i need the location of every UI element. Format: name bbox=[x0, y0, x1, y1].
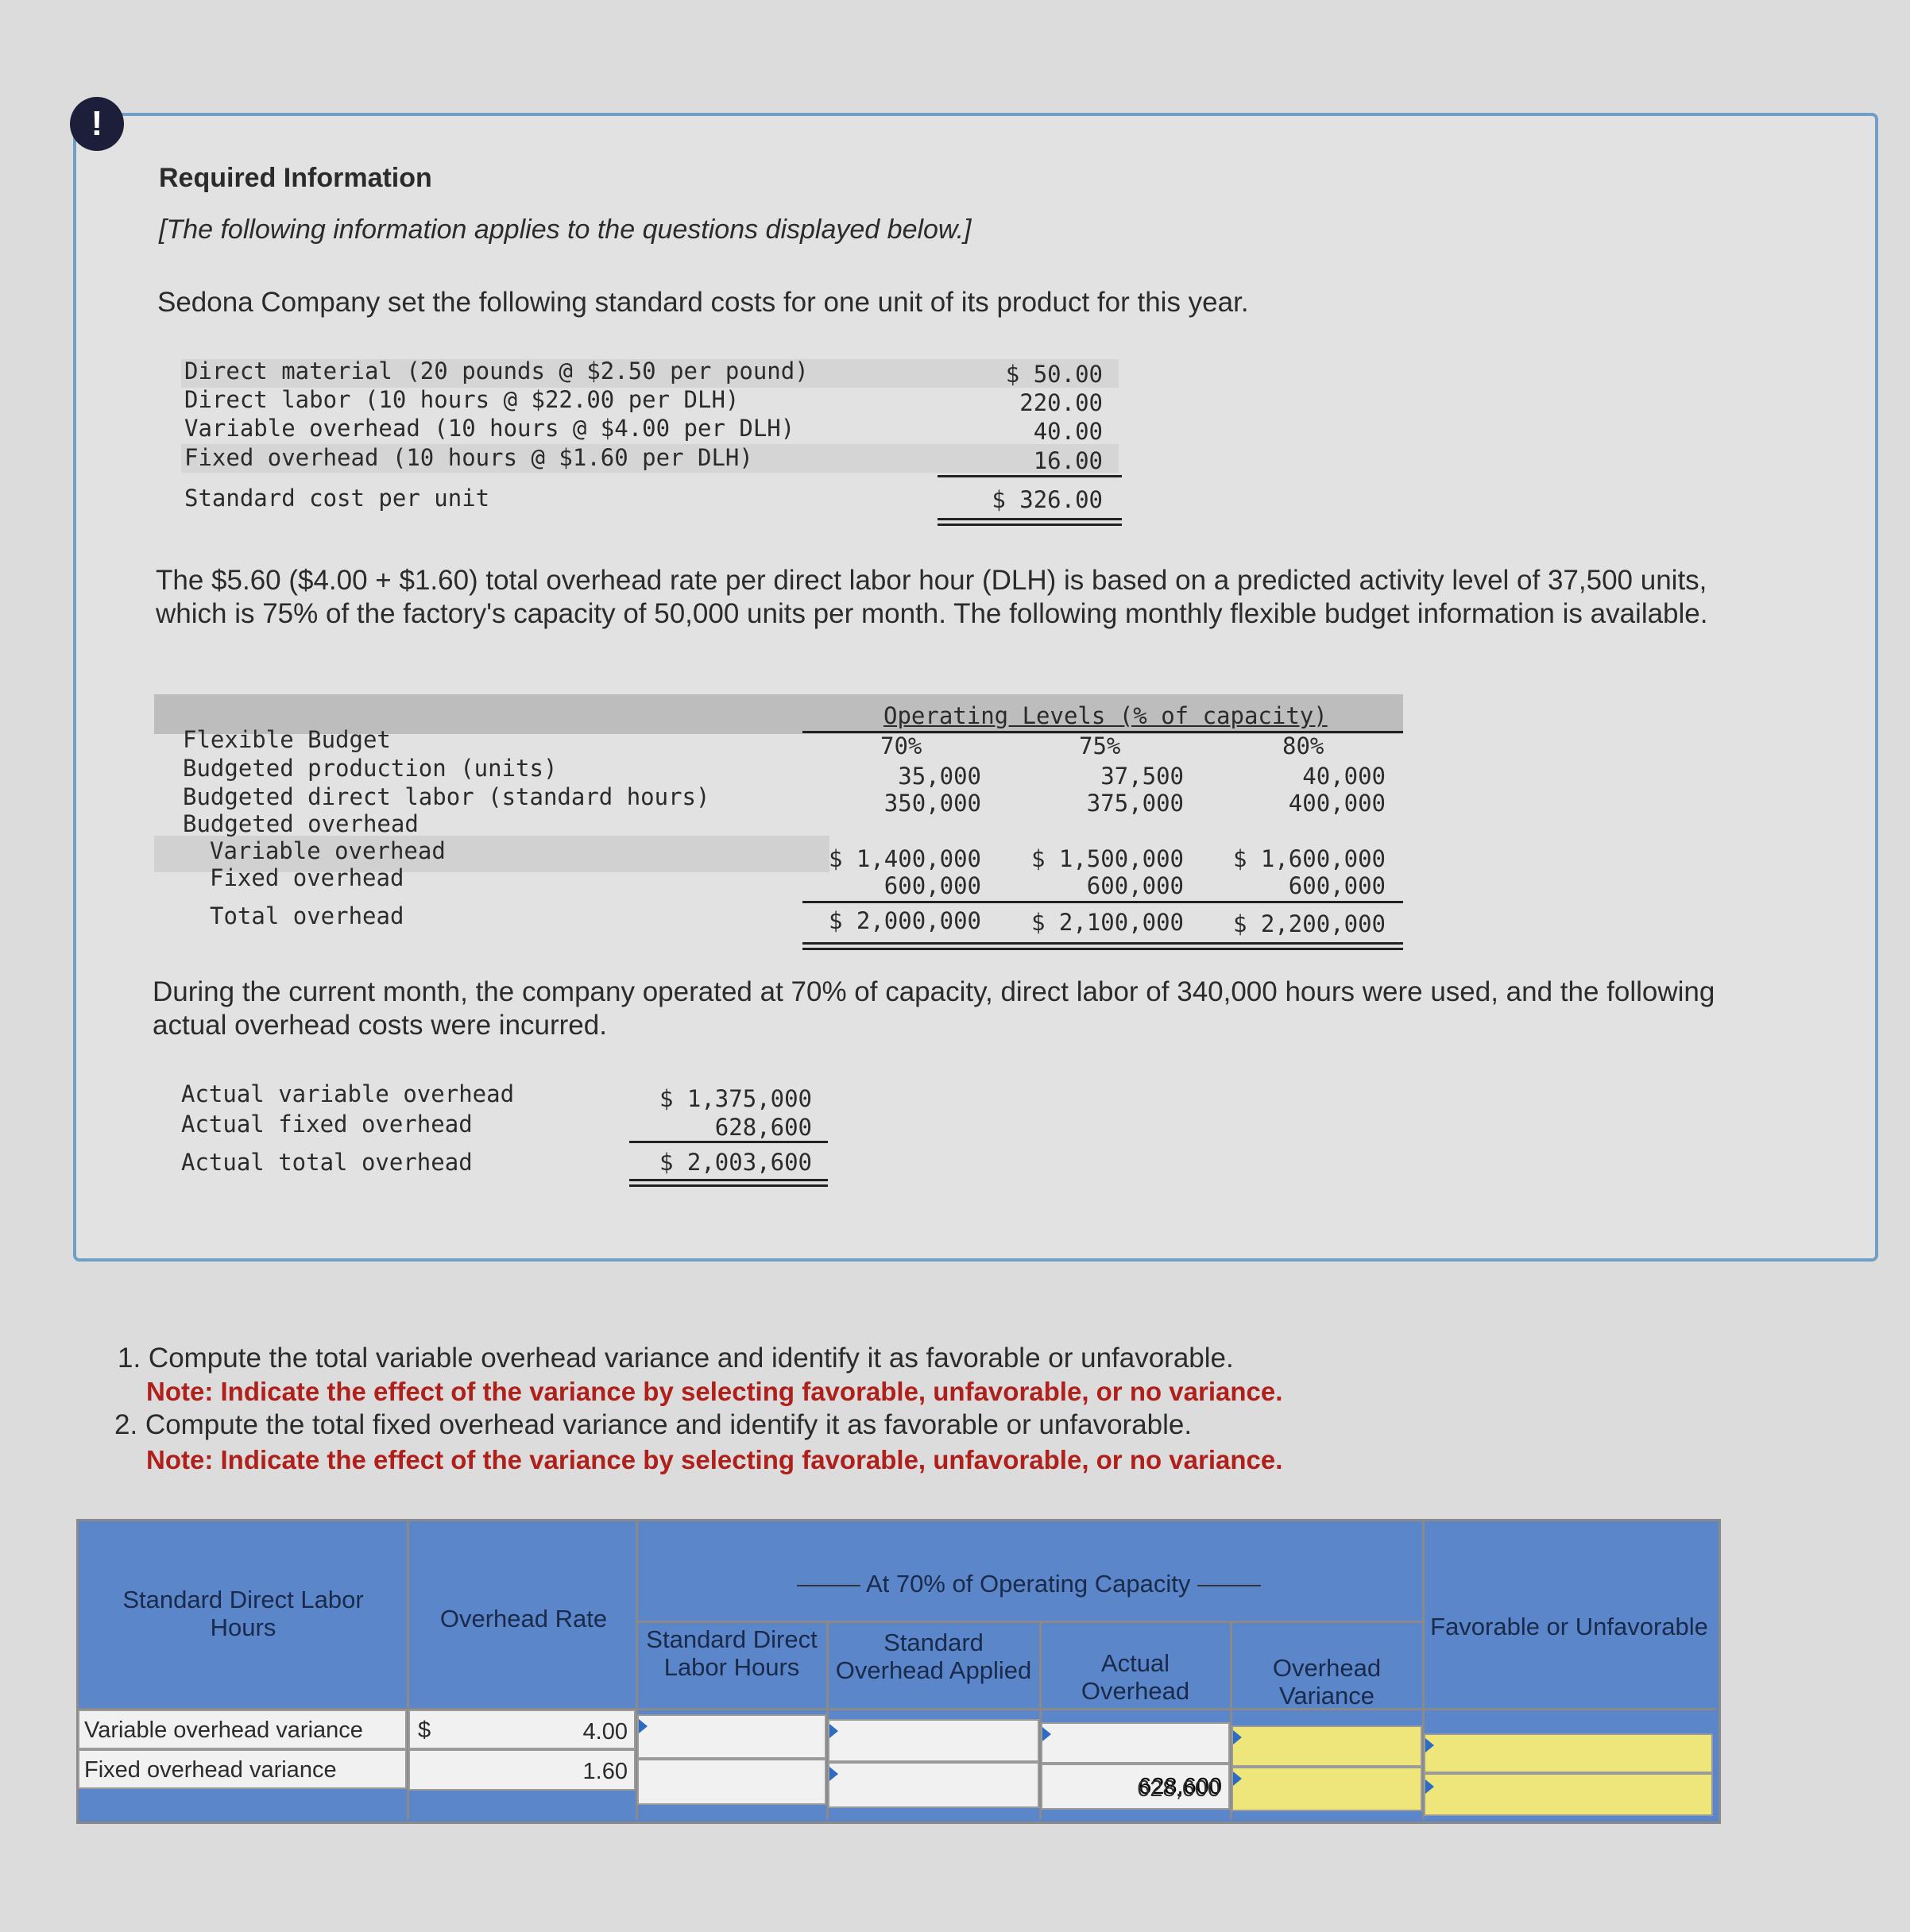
cost-row-label: Fixed overhead (10 hours @ $1.60 per DLH) bbox=[184, 444, 753, 471]
cost-row-label: Direct material (20 pounds @ $2.50 per pound) bbox=[184, 357, 809, 384]
flex-value: 600,000 bbox=[1288, 872, 1386, 899]
arrow-icon bbox=[1425, 1738, 1434, 1752]
arrow-icon bbox=[1233, 1772, 1242, 1786]
standard-dlh-input[interactable] bbox=[637, 1759, 826, 1805]
overhead-variance-input[interactable] bbox=[1231, 1767, 1422, 1811]
actual-row-label: Actual fixed overhead bbox=[181, 1111, 473, 1138]
level-75-header: 75% bbox=[1079, 732, 1121, 759]
intro-paragraph: Sedona Company set the following standard costs for one unit of its product for this year. bbox=[157, 287, 1249, 318]
overhead-rate-cell: 1.60 bbox=[408, 1749, 636, 1791]
flex-row-label: Variable overhead bbox=[210, 837, 446, 864]
alert-icon: ! bbox=[70, 97, 124, 151]
actual-overhead-input[interactable] bbox=[1041, 1722, 1230, 1764]
flex-row-label: Fixed overhead bbox=[210, 864, 404, 891]
actual-overhead-input[interactable] bbox=[1041, 1764, 1230, 1810]
flex-value: 40,000 bbox=[1302, 763, 1386, 790]
standard-overhead-applied-input[interactable] bbox=[828, 1719, 1039, 1762]
actual-total-value: $ 2,003,600 bbox=[659, 1149, 812, 1176]
cost-row-value: $ 50.00 bbox=[1005, 361, 1103, 388]
col-standard-dlh-header: Standard Direct Labor Hours bbox=[122, 1586, 364, 1641]
flex-row-label: Budgeted production (units) bbox=[183, 755, 558, 782]
flex-value: 37,500 bbox=[1100, 763, 1184, 790]
question-2: 2. Compute the total fixed overhead variance and identify it as favorable or unfavorable. bbox=[114, 1409, 1193, 1440]
level-70-header: 70% bbox=[880, 732, 922, 759]
row-label: Variable overhead variance bbox=[78, 1710, 407, 1749]
flex-total-value: $ 2,000,000 bbox=[828, 907, 981, 934]
overhead-variance-input[interactable] bbox=[1231, 1725, 1422, 1767]
flex-value: 350,000 bbox=[883, 790, 981, 817]
arrow-icon bbox=[829, 1767, 838, 1781]
cost-total-value: $ 326.00 bbox=[992, 486, 1103, 513]
actual-overhead-value: 628,600 bbox=[1137, 1776, 1220, 1802]
arrow-icon bbox=[1233, 1730, 1242, 1745]
question-1: 1. Compute the total variable overhead variance and identify it as favorable or unfavorable. bbox=[118, 1343, 1234, 1374]
actual-row-value: 628,600 bbox=[714, 1114, 812, 1141]
info-heading: Required Information bbox=[159, 163, 432, 193]
group-header-70-capacity: At 70% of Operating Capacity bbox=[636, 1570, 1422, 1598]
operating-levels-header: Operating Levels (% of capacity) bbox=[883, 702, 1328, 729]
arrow-icon bbox=[639, 1719, 648, 1733]
sub-standard-applied-header: Standard Overhead Applied bbox=[835, 1629, 1032, 1684]
question-1-note: Note: Indicate the effect of the variance by selecting favorable, unfavorable, or no variance. bbox=[146, 1377, 1283, 1406]
flex-total-value: $ 2,100,000 bbox=[1030, 909, 1184, 936]
flex-value: 35,000 bbox=[898, 763, 981, 790]
cost-row-value: 40.00 bbox=[1033, 418, 1103, 445]
flex-row-label: Budgeted overhead bbox=[183, 810, 419, 837]
sub-standard-dlh-header: Standard Direct Labor Hours bbox=[646, 1625, 818, 1681]
row-label: Fixed overhead variance bbox=[78, 1749, 407, 1789]
flex-total-label: Total overhead bbox=[210, 902, 404, 929]
overhead-rate-cell: $ 4.00 bbox=[408, 1710, 636, 1749]
cost-total-label: Standard cost per unit bbox=[184, 485, 490, 512]
flex-value: 600,000 bbox=[1086, 872, 1184, 899]
sub-overhead-variance-header: Overhead Variance bbox=[1272, 1654, 1382, 1710]
standard-dlh-input[interactable] bbox=[637, 1714, 826, 1759]
cost-row-value: 220.00 bbox=[1019, 389, 1103, 416]
cost-row-value: 16.00 bbox=[1033, 447, 1103, 474]
actual-row-label: Actual variable overhead bbox=[181, 1080, 515, 1107]
flex-value: $ 1,400,000 bbox=[828, 845, 981, 872]
actual-paragraph: During the current month, the company operated at 70% of capacity, direct labor of 340,000 hours were used, and the following actual overhead costs were incurred. bbox=[153, 976, 1715, 1041]
actual-row-value: $ 1,375,000 bbox=[659, 1085, 812, 1112]
standard-overhead-applied-input[interactable] bbox=[828, 1762, 1039, 1808]
actual-total-label: Actual total overhead bbox=[181, 1149, 473, 1176]
flex-row-label: Flexible Budget bbox=[183, 726, 391, 753]
favorable-unfavorable-select[interactable] bbox=[1424, 1773, 1713, 1816]
info-italic-note: [The following information applies to the questions displayed below.] bbox=[159, 214, 972, 245]
flex-value: $ 1,500,000 bbox=[1030, 845, 1184, 872]
flex-value: $ 1,600,000 bbox=[1232, 845, 1386, 872]
favorable-unfavorable-select[interactable] bbox=[1424, 1733, 1713, 1773]
col-favorable-header: Favorable or Unfavorable bbox=[1430, 1613, 1708, 1640]
flex-value: 375,000 bbox=[1086, 790, 1184, 817]
flex-value: 400,000 bbox=[1288, 790, 1386, 817]
cost-row-label: Variable overhead (10 hours @ $4.00 per DLH) bbox=[184, 415, 795, 442]
col-overhead-rate-header: Overhead Rate bbox=[439, 1605, 608, 1633]
question-2-note: Note: Indicate the effect of the variance by selecting favorable, unfavorable, or no variance. bbox=[146, 1445, 1283, 1474]
flex-row-label: Budgeted direct labor (standard hours) bbox=[183, 783, 710, 810]
arrow-icon bbox=[1042, 1727, 1051, 1741]
rate-paragraph: The $5.60 ($4.00 + $1.60) total overhead rate per direct labor hour (DLH) is based on a predicted activity level of 37,500 units, which is 75% of the factory's capacity of 50,000 units per month. The following monthly flexible budget information is available. bbox=[156, 565, 1708, 629]
flex-total-value: $ 2,200,000 bbox=[1232, 910, 1386, 937]
flex-value: 600,000 bbox=[883, 872, 981, 899]
arrow-icon bbox=[829, 1724, 838, 1738]
sub-actual-overhead-header: Actual Overhead bbox=[1081, 1649, 1190, 1705]
level-80-header: 80% bbox=[1282, 732, 1324, 759]
arrow-icon bbox=[1425, 1779, 1434, 1794]
cost-row-label: Direct labor (10 hours @ $22.00 per DLH) bbox=[184, 386, 740, 413]
